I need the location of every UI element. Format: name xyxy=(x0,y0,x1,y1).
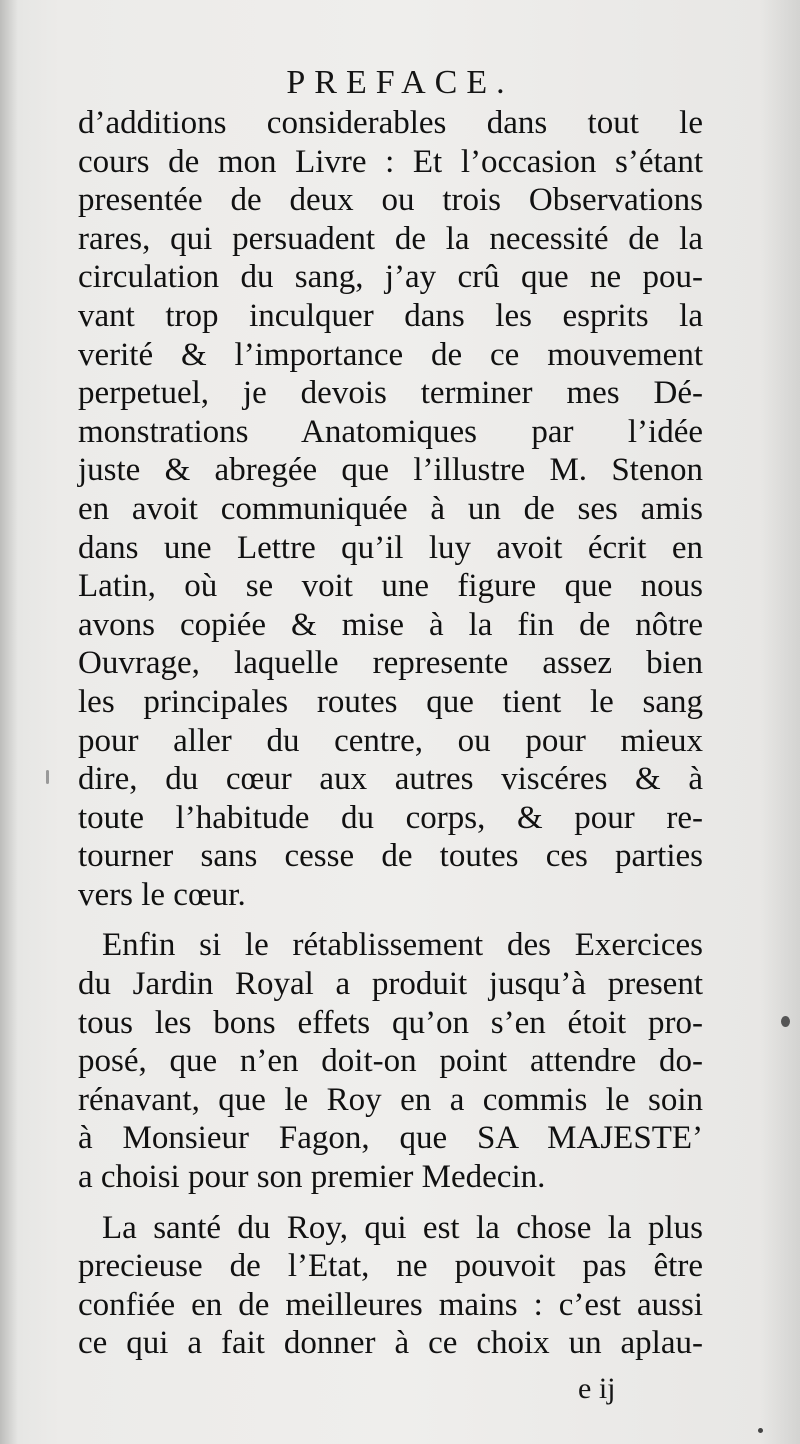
text-line: pour aller du centre, ou pour mieux xyxy=(78,722,703,759)
text-line: tourner sans cesse de toutes ces parties xyxy=(78,838,703,875)
text-line: La santé du Roy, qui est la chose la plus xyxy=(102,1209,703,1246)
text-line: rénavant, que le Roy en a commis le soin xyxy=(78,1081,703,1118)
text-line: avons copiée & mise à la fin de nôtre xyxy=(78,606,703,643)
paragraph xyxy=(78,926,703,1196)
text-line: verité & l’importance de ce mouvement xyxy=(78,336,703,373)
paragraph xyxy=(78,104,703,914)
text-line: monstrations Anatomiques par l’idée xyxy=(78,413,703,450)
text-line: presentée de deux ou trois Observations xyxy=(78,182,703,219)
text-line: les principales routes que tient le sang xyxy=(78,683,703,720)
running-head: PREFACE. xyxy=(286,64,514,101)
text-line: Enfin si le rétablissement des Exercices xyxy=(102,927,703,964)
text-line: ce qui a fait donner à ce choix un aplau- xyxy=(78,1325,703,1362)
text-line: toute l’habitude du corps, & pour re- xyxy=(78,799,703,836)
text-line: du Jardin Royal a produit jusqu’à present xyxy=(78,966,703,1003)
text-line: perpetuel, je devois terminer mes Dé- xyxy=(78,375,703,412)
ink-speck xyxy=(46,770,49,784)
text-line: posé, que n’en doit-on point attendre do- xyxy=(78,1043,703,1080)
text-line: a choisi pour son premier Medecin. xyxy=(78,1159,546,1196)
body-text xyxy=(78,104,703,1363)
text-line: juste & abregée que l’illustre M. Stenon xyxy=(78,452,703,489)
text-line: confiée en de meilleures mains : c’est aussi xyxy=(78,1286,703,1323)
text-line: vers le cœur. xyxy=(78,876,246,913)
text-line: precieuse de l’Etat, ne pouvoit pas être xyxy=(78,1248,703,1285)
text-line: tous les bons effets qu’on s’en étoit pro- xyxy=(78,1004,703,1041)
text-line: Latin, où se voit une figure que nous xyxy=(78,568,703,605)
text-line: en avoit communiquée à un de ses amis xyxy=(78,490,703,527)
text-line: rares, qui persuadent de la necessité de la xyxy=(78,220,703,257)
text-line: dans une Lettre qu’il luy avoit écrit en xyxy=(78,529,703,566)
text-line: dire, du cœur aux autres viscéres & à xyxy=(78,761,703,798)
text-line: à Monsieur Fagon, que SA MAJESTE’ xyxy=(78,1120,703,1157)
text-line: d’additions considerables dans tout le xyxy=(78,105,703,141)
text-line: circulation du sang, j’ay crû que ne pou- xyxy=(78,259,703,296)
paragraph xyxy=(78,1209,703,1363)
text-line: cours de mon Livre : Et l’occasion s’étant xyxy=(78,143,703,180)
ink-speck xyxy=(758,1428,763,1433)
ink-speck xyxy=(781,1016,790,1027)
text-line: Ouvrage, laquelle represente assez bien xyxy=(78,645,703,682)
text-line: vant trop inculquer dans les esprits la xyxy=(78,297,703,334)
signature-mark: e ij xyxy=(578,1372,616,1405)
